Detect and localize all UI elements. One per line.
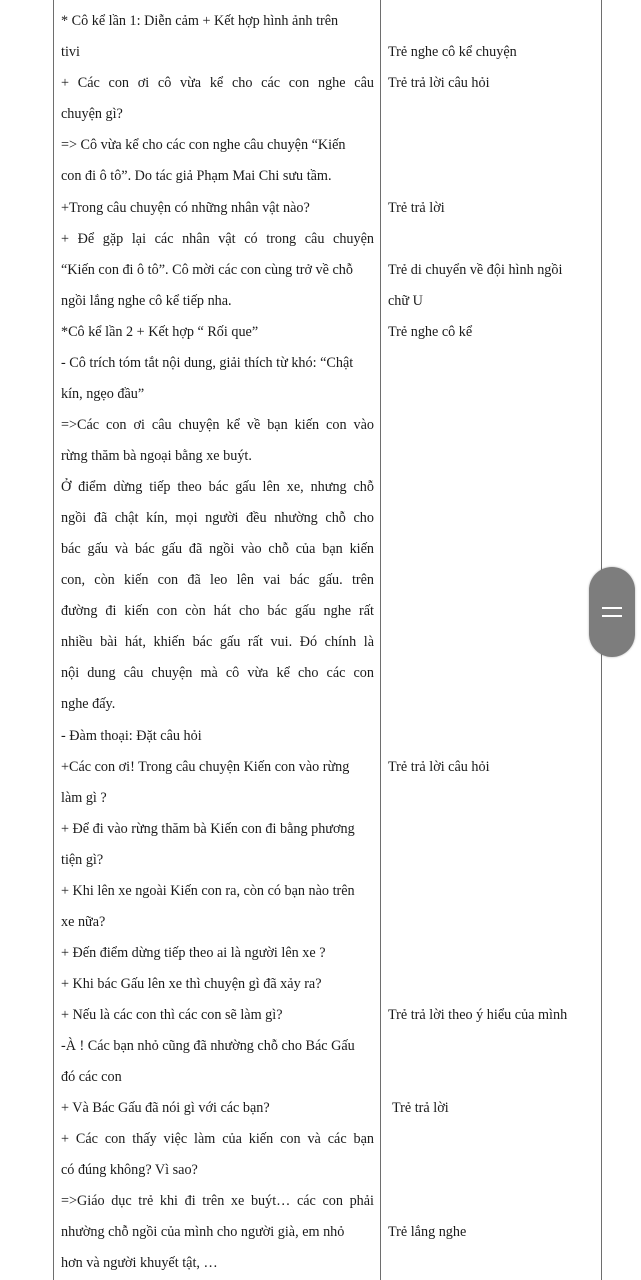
teacher-line: + Các con ơi cô vừa kể cho các con nghe câu [61,75,374,91]
teacher-line: con, còn kiến con đã leo lên vai bác gấu. trên [61,572,374,588]
teacher-line: + Đến điểm dừng tiếp theo ai là người lên xe ? [61,945,326,961]
teacher-line: +Trong câu chuyện có những nhân vật nào? [61,200,310,216]
teacher-line: tiện gì? [61,852,104,868]
teacher-line: + Các con thấy việc làm của kiến con và các bạn [61,1131,374,1147]
teacher-line: + Để đi vào rừng thăm bà Kiến con đi bằng phương [61,821,355,837]
teacher-line: “Kiến con đi ô tô”. Cô mời các con cùng trở về chỗ [61,262,353,278]
teacher-line: đó các con [61,1069,122,1085]
teacher-line: - Đàm thoại: Đặt câu hỏi [61,728,202,744]
teacher-line: nghe đấy. [61,696,116,712]
teacher-line: nội dung câu chuyện mà cô vừa kể cho các con [61,665,374,681]
child-activity-line: Trẻ trả lời [392,1100,449,1116]
teacher-line: kín, ngẹo đầu” [61,386,145,402]
teacher-line: Ở điểm dừng tiếp theo bác gấu lên xe, nhưng chỗ [61,479,374,495]
child-activity-line: Trẻ lắng nghe [388,1224,467,1240]
teacher-line: chuyện gì? [61,106,123,122]
teacher-line: + Nếu là các con thì các con sẽ làm gì? [61,1007,283,1023]
child-activity-line: Trẻ di chuyển về đội hình ngồi [388,262,563,278]
teacher-line: con đi ô tô”. Do tác giả Phạm Mai Chi sưu tầm. [61,168,332,184]
teacher-line: * Cô kể lần 1: Diễn cảm + Kết hợp hình ảnh trên [61,13,339,29]
child-activity-line: Trẻ nghe cô kể [388,324,473,340]
grip-line-icon [602,607,622,609]
teacher-line: tivi [61,44,80,60]
child-activity-line: Trẻ trả lời câu hỏi [388,75,490,91]
teacher-line: làm gì ? [61,790,107,806]
child-activity-line: Trẻ trả lời [388,200,445,216]
teacher-line: đường đi kiến con còn hát cho bác gấu nghe rất [61,603,374,619]
teacher-line: =>Các con ơi câu chuyện kể về bạn kiến con vào [61,417,374,433]
child-activity-line: Trẻ nghe cô kể chuyện [388,44,517,60]
teacher-line: ngồi đã chật kín, mọi người đều nhường chỗ cho [61,510,374,526]
teacher-line: + Khi bác Gấu lên xe thì chuyện gì đã xảy ra? [61,976,322,992]
table-border-middle [380,0,381,1280]
teacher-line: rừng thăm bà ngoại bằng xe buýt. [61,448,252,464]
teacher-line: - Cô trích tóm tắt nội dung, giải thích từ khó: “Chật [61,355,354,371]
teacher-line: nhiều bài hát, khiến bác gấu rất vui. Đó chính là [61,634,374,650]
scroll-handle[interactable] [589,567,635,657]
teacher-line: nhường chỗ ngồi của mình cho người già, em nhỏ [61,1224,345,1240]
teacher-line: + Để gặp lại các nhân vật có trong câu chuyện [61,231,374,247]
child-activity-line: chữ U [388,293,423,309]
teacher-line: +Các con ơi! Trong câu chuyện Kiến con vào rừng [61,759,350,775]
teacher-line: ngồi lắng nghe cô kể tiếp nha. [61,293,232,309]
teacher-line: xe nữa? [61,914,106,930]
teacher-line: =>Giáo dục trẻ khi đi trên xe buýt… các con phải [61,1193,374,1209]
child-activity-line: Trẻ trả lời theo ý hiểu của mình [388,1007,568,1023]
teacher-line: bác gấu và bác gấu đã ngồi vào chỗ của bạn kiến [61,541,374,557]
teacher-line: có đúng không? Vì sao? [61,1162,198,1178]
teacher-line: hơn và người khuyết tật, … [61,1255,218,1271]
teacher-line: => Cô vừa kể cho các con nghe câu chuyện “Kiến [61,137,346,153]
table-border-left [53,0,54,1280]
child-activity-line: Trẻ trả lời câu hỏi [388,759,490,775]
teacher-line: + Và Bác Gấu đã nói gì với các bạn? [61,1100,270,1116]
teacher-line: *Cô kể lần 2 + Kết hợp “ Rối que” [61,324,259,340]
grip-line-icon [602,615,622,617]
teacher-line: -À ! Các bạn nhỏ cũng đã nhường chỗ cho Bác Gấu [61,1038,355,1054]
teacher-line: + Khi lên xe ngoài Kiến con ra, còn có bạn nào trên [61,883,355,899]
